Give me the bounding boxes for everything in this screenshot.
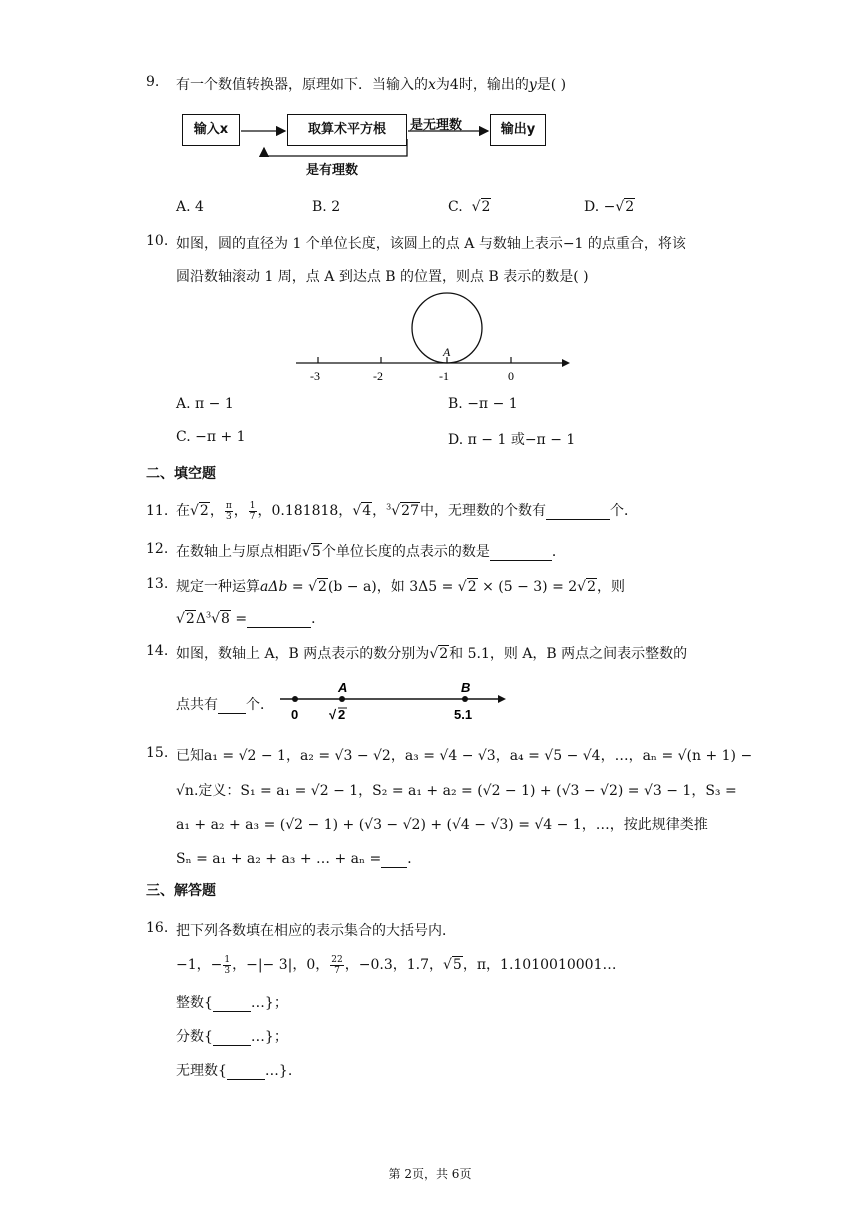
q16-stem: 把下列各数填在相应的表示集合的大括号内． <box>176 923 456 939</box>
point-b-label: B <box>461 680 471 695</box>
q11-answer-blank[interactable] <box>546 503 610 520</box>
q10-option-c: C. −π + 1 <box>176 429 246 445</box>
q13-number: 13. <box>146 576 169 592</box>
q10-option-d: D. π − 1 或−π − 1 <box>448 432 576 448</box>
q10-number: 10. <box>146 233 169 249</box>
q16-integer-set: 整数{ …}； <box>176 995 288 1011</box>
q16-irrational-blank[interactable] <box>227 1063 265 1080</box>
point-a-radical-sign: √ <box>329 707 337 722</box>
q15-line2: √n.定义：S₁ = a₁ = √2 − 1，S₂ = a₁ + a₂ = (√2 − 1) + (√3 − √2) = √3 − 1，S₃ = <box>176 783 737 799</box>
point-a-label: A <box>338 680 348 695</box>
q9-option-b: B. 2 <box>312 199 341 215</box>
q15-line4: Sₙ = a₁ + a₂ + a₃ + … + aₙ = ． <box>176 851 422 867</box>
q16-number-list: −1，− $\frac{1}{3}$ ，−|− 3|，0， $\frac{22}{7}$ ，−0.3，1.7，√5，π，1.1010010001… <box>176 954 617 976</box>
section-solve-heading: 三、解答题 <box>146 883 216 899</box>
q16-fraction-blank[interactable] <box>213 1029 251 1046</box>
q14-number-line-figure <box>276 678 516 724</box>
point-b-value: 5.1 <box>454 707 473 722</box>
page-footer: 第 2页，共 6页 <box>388 1167 472 1181</box>
q15-line1: 已知a₁ = √2 − 1，a₂ = √3 − √2，a₃ = √4 − √3，a₄ = √5 − √4，…，aₙ = √(n + 1) − <box>176 748 753 764</box>
q12-number: 12. <box>146 541 169 557</box>
q15-line3: a₁ + a₂ + a₃ = (√2 − 1) + (√3 − √2) + (√4 − √3) = √4 − 1，…，按此规律类推 <box>176 817 708 833</box>
q13-answer-blank[interactable] <box>247 611 311 628</box>
flow-arrows <box>0 0 860 200</box>
q10-line2: 圆沿数轴滚动 1 周，点 A 到达点 B 的位置，则点 B 表示的数是( ) <box>176 269 589 285</box>
point-b-dot <box>462 696 468 702</box>
tick-label-minus-2: -2 <box>373 369 383 383</box>
origin-dot <box>292 696 298 702</box>
q9-option-d: D. −√2 <box>584 199 635 215</box>
flow-process-box: 取算术平方根 <box>287 114 407 146</box>
point-a-label: A <box>443 345 451 359</box>
axis-arrowhead <box>562 359 570 367</box>
q14-line2: 点共有 个． <box>176 697 274 713</box>
q9-number: 9. <box>146 74 160 90</box>
q14-answer-blank[interactable] <box>218 697 246 714</box>
q12-stem: 在数轴上与原点相距√5个单位长度的点表示的数是 ． <box>176 544 566 560</box>
q9-option-c: C. √2 <box>448 199 491 215</box>
q10-line1: 如图，圆的直径为 1 个单位长度，该圆上的点 A 与数轴上表示−1 的点重合，将该 <box>176 236 686 252</box>
tick-label-zero: 0 <box>508 369 514 383</box>
q16-number: 16. <box>146 920 169 936</box>
q16-integer-blank[interactable] <box>213 995 251 1012</box>
q11-number: 11. <box>146 503 169 519</box>
q14-number: 14. <box>146 643 169 659</box>
axis-arrowhead <box>498 695 506 703</box>
q16-fraction-set: 分数{ …}； <box>176 1029 288 1045</box>
q9-option-a: A. 4 <box>176 199 204 215</box>
flow-irrational-label: 是无理数 <box>410 118 463 133</box>
q13-line2: $√2\Delta^3√8$ = ． <box>176 610 326 627</box>
q10-number-line-figure <box>290 292 590 384</box>
point-a-dot <box>339 696 345 702</box>
q10-option-b: B. −π − 1 <box>448 396 518 412</box>
q15-answer-blank[interactable] <box>381 851 407 868</box>
point-a-value: 2 <box>338 707 346 722</box>
q16-irrational-set: 无理数{ …}. <box>176 1063 293 1079</box>
flow-input-box: 输入x <box>182 114 240 146</box>
flow-output-box: 输出y <box>490 114 546 146</box>
q15-number: 15. <box>146 745 169 761</box>
origin-label: 0 <box>291 707 299 722</box>
q12-answer-blank[interactable] <box>490 544 552 561</box>
q11-stem: 在√2， $\frac{\pi}{3}$ ， $\frac{1}{7}$ ，0.181818，√4，$^3$√27中，无理数的个数有 个． <box>176 500 638 522</box>
q14-line1: 如图，数轴上 A，B 两点表示的数分别为√2和 5.1，则 A，B 两点之间表示整数的 <box>176 646 688 662</box>
q10-option-a: A. π − 1 <box>176 396 234 412</box>
tick-label-minus-3: -3 <box>310 369 320 383</box>
tick-label-minus-1: -1 <box>439 369 449 383</box>
section-fill-in-heading: 二、填空题 <box>146 466 216 482</box>
q13-line1: 规定一种运算aΔb = √2(b − a)，如 3Δ5 = √2 × (5 − 3) = 2√2，则 <box>176 579 626 595</box>
q9-stem: 有一个数值转换器，原理如下．当输入的x为4时，输出的y是( ) <box>176 77 567 93</box>
flow-rational-label: 是有理数 <box>306 163 359 178</box>
